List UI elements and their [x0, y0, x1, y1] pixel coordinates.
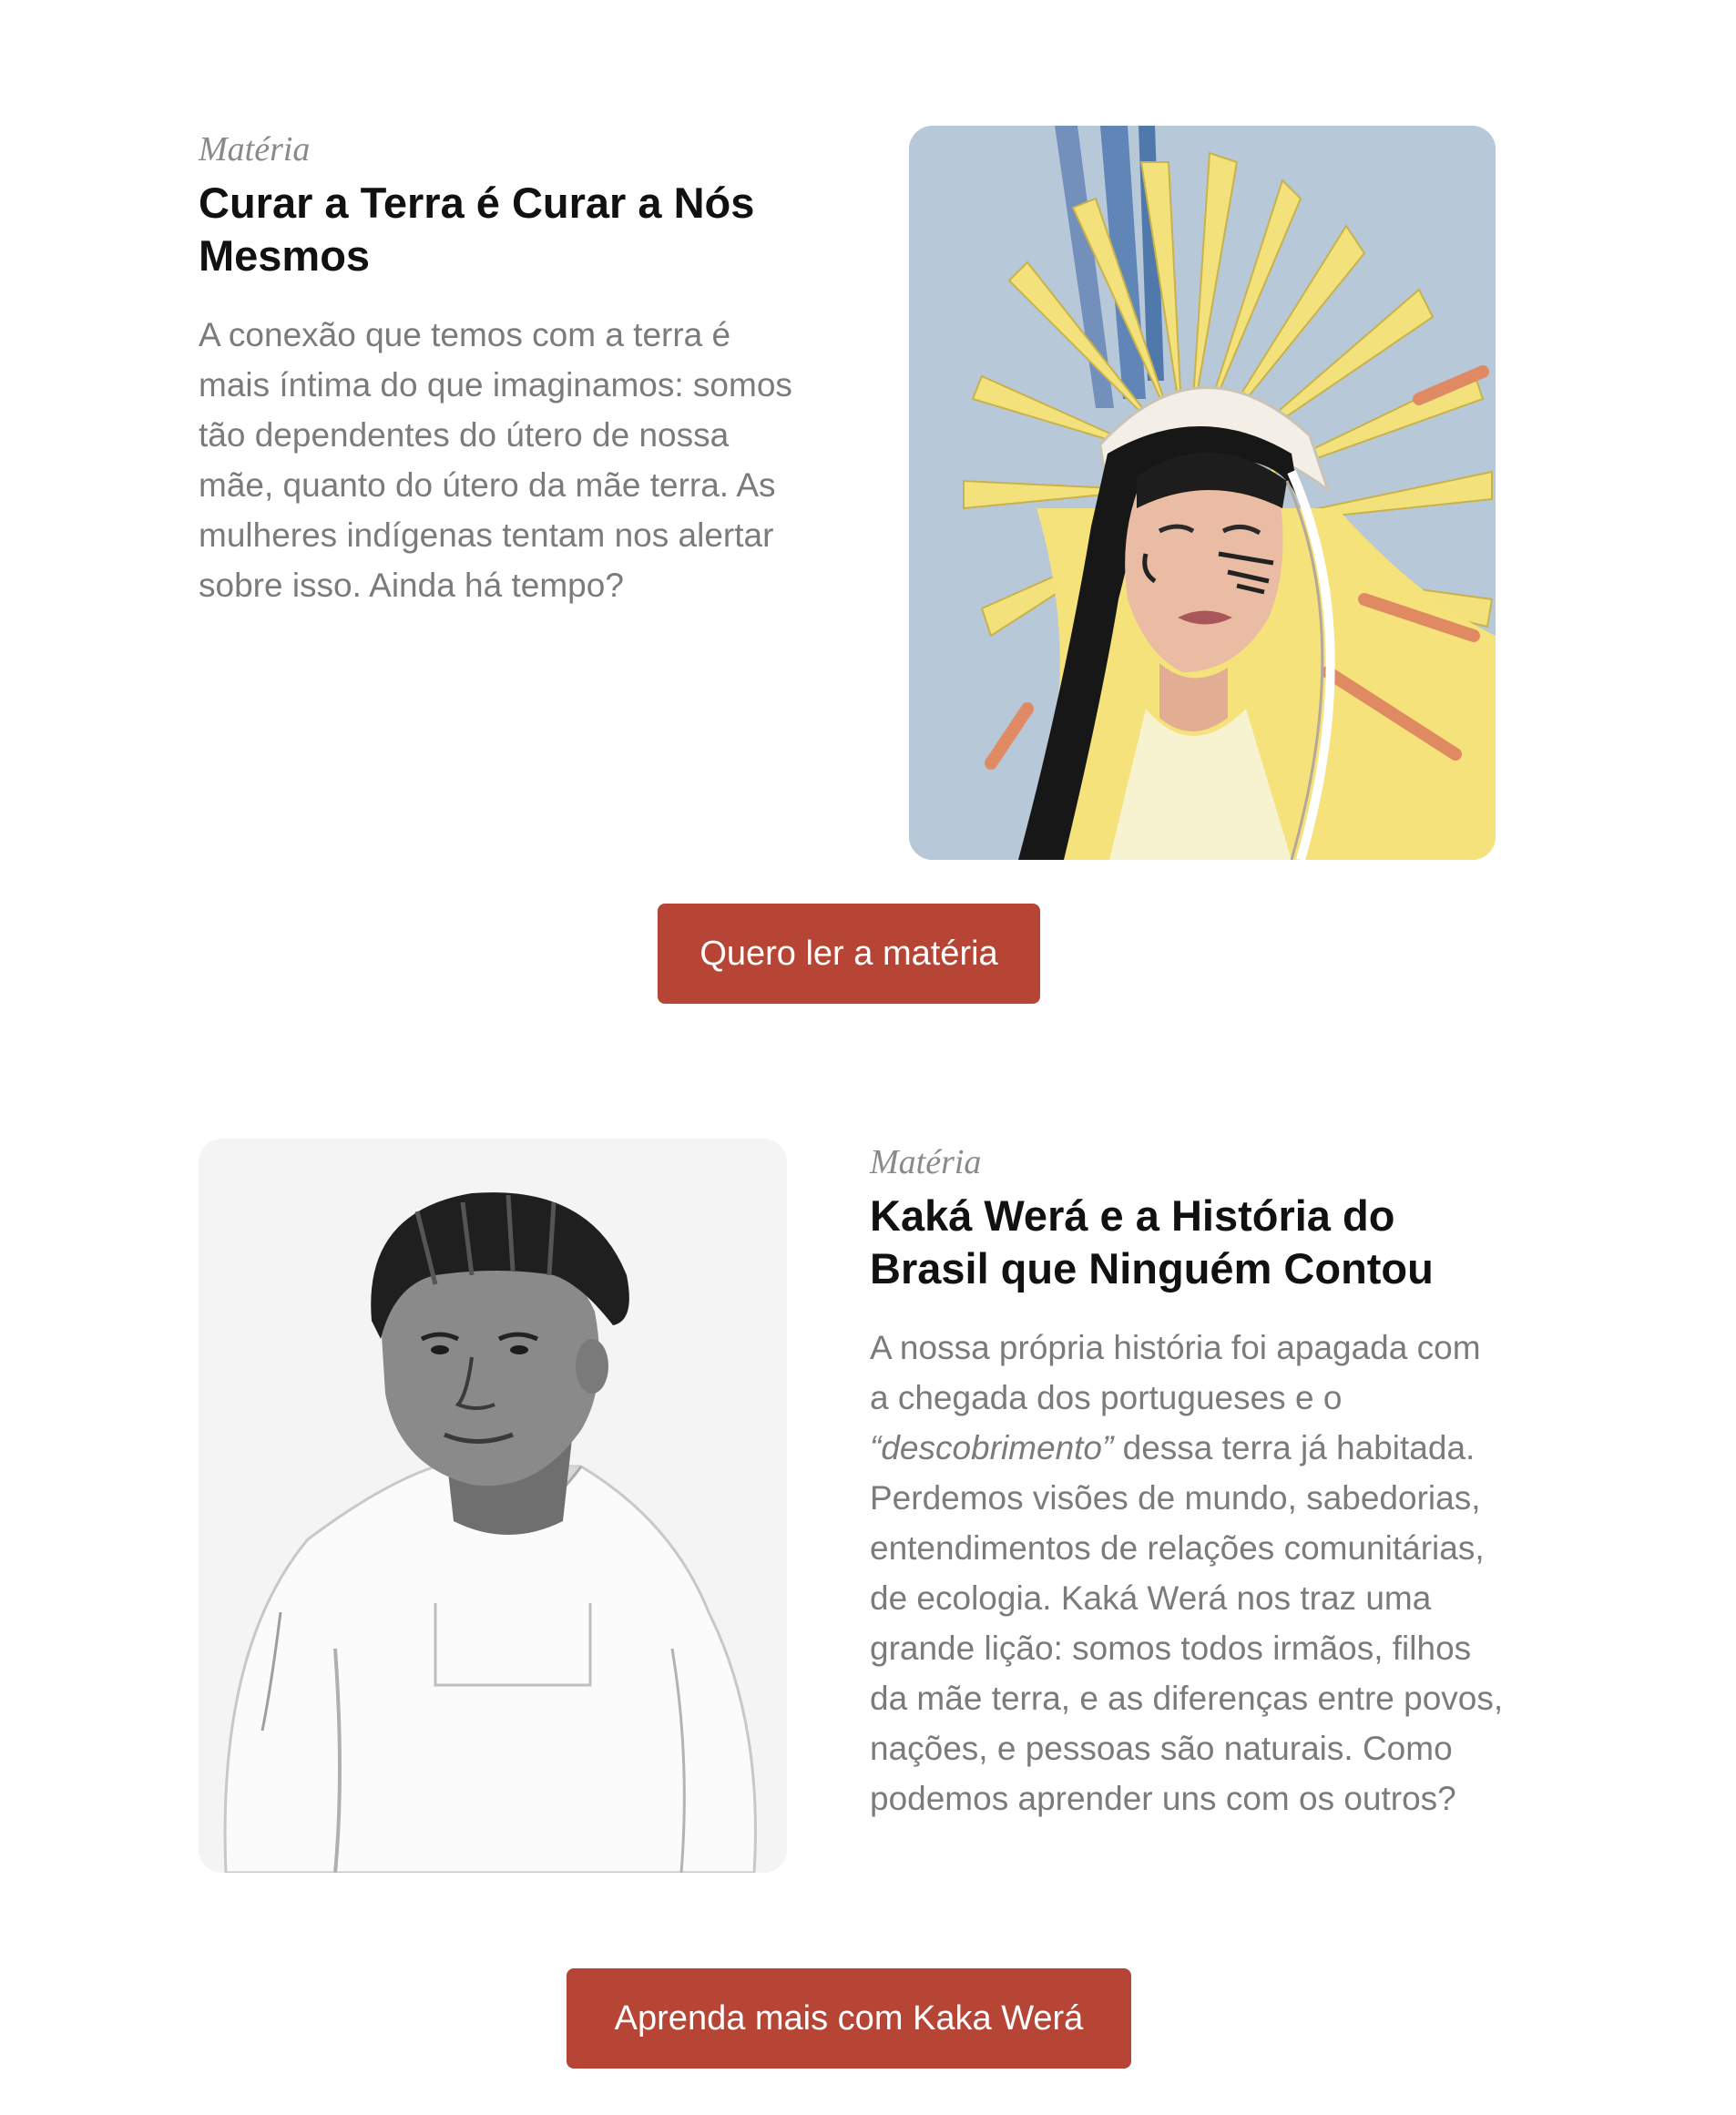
- article-card-curar-a-terra: [0, 0, 1736, 1002]
- article-kicker: Matéria: [199, 130, 311, 169]
- article-card-kaka-wera: [0, 1002, 1736, 2115]
- description-part-2: dessa terra já habitada. Perdemos visões de mundo, sabedorias, entendimentos de relações comunitárias, de ecologia. Kaká Werá nos traz uma grande lição: somos todos irmãos, filhos da mãe terra, e as diferenças entre povos, nações, e pessoas são naturais. Como podemos aprender uns com os outros?: [870, 1429, 1504, 1817]
- article-text-block: [870, 1140, 1507, 1824]
- article-title[interactable]: Kaká Werá e a História do Brasil que Ninguém Contou: [870, 1191, 1434, 1292]
- learn-more-kaka-wera-button[interactable]: Aprenda mais com Kaka Werá: [567, 1968, 1131, 2069]
- kaka-wera-portrait-illustration: [199, 1139, 787, 1873]
- article-kicker: Matéria: [870, 1143, 982, 1181]
- article-title[interactable]: Curar a Terra é Curar a Nós Mesmos: [199, 179, 755, 280]
- description-emphasis: “descobrimento”: [870, 1429, 1114, 1466]
- headdress-portrait-illustration: [909, 126, 1496, 860]
- article-image-woman-headdress[interactable]: [909, 126, 1496, 860]
- article-description: A conexão que temos com a terra é mais íntima do que imaginamos: somos tão dependentes do útero de nossa mãe, quanto do útero da mãe terra. As mulheres indígenas tentam nos alertar sobre isso. Ainda há tempo?: [199, 316, 792, 604]
- description-part-1: A nossa própria história foi apagada com a chegada dos portugueses e o: [870, 1329, 1481, 1416]
- read-article-button[interactable]: Quero ler a matéria: [658, 904, 1040, 1004]
- article-description: [870, 1323, 1507, 1824]
- article-text-block: [199, 128, 800, 610]
- article-image-kaka-wera[interactable]: [199, 1139, 787, 1873]
